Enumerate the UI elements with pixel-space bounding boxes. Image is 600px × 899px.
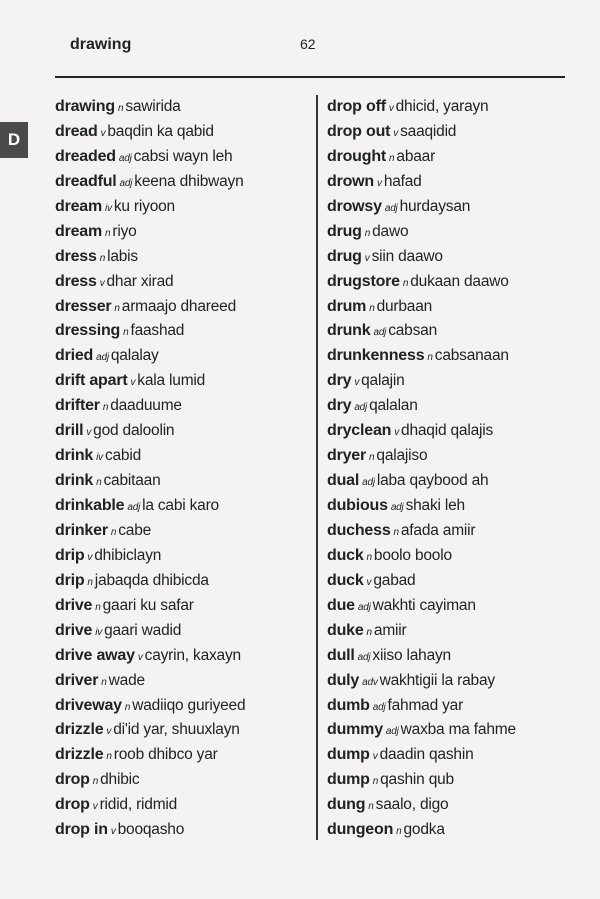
dictionary-entry <box>55 769 245 794</box>
part-of-speech: n <box>368 801 374 813</box>
headword: drill <box>55 422 84 440</box>
headword: drunk <box>327 322 371 340</box>
part-of-speech: n <box>95 601 101 613</box>
definition: wakhtigii la rabay <box>379 671 495 689</box>
headword: dried <box>55 347 94 365</box>
part-of-speech: v <box>394 427 400 439</box>
definition: jabaqda dhibicda <box>94 571 209 589</box>
definition: sawirida <box>125 98 181 115</box>
definition: dhicid, yarayn <box>395 98 489 115</box>
part-of-speech: adj <box>372 701 386 713</box>
part-of-speech: v <box>87 551 93 563</box>
part-of-speech: n <box>96 477 102 489</box>
definition: qalalan <box>369 397 418 415</box>
dictionary-entry <box>55 794 245 819</box>
part-of-speech: n <box>389 152 395 164</box>
dictionary-entry <box>327 819 516 844</box>
part-of-speech: n <box>106 751 112 763</box>
part-of-speech: n <box>102 402 109 414</box>
dictionary-entry <box>327 620 516 645</box>
definition: qalalay <box>110 347 159 365</box>
definition: durbaan <box>376 297 433 315</box>
part-of-speech: n <box>369 302 375 314</box>
headword: dryclean <box>327 422 392 440</box>
definition: qalajiso <box>376 447 428 465</box>
definition: dhaqid qalajis <box>401 422 494 440</box>
page-number: 62 <box>300 36 316 52</box>
headword: dress <box>55 272 97 290</box>
definition: ridid, ridmid <box>99 796 178 814</box>
definition: dhar xirad <box>106 272 174 290</box>
part-of-speech: v <box>372 751 378 763</box>
headword: drop <box>55 796 90 814</box>
headword: drizzle <box>55 746 104 764</box>
dictionary-entry <box>55 819 245 844</box>
definition: shaki leh <box>405 497 465 514</box>
part-of-speech: adj <box>373 327 387 339</box>
part-of-speech: n <box>110 526 117 538</box>
dictionary-entry <box>327 171 516 196</box>
dictionary-entry <box>327 121 516 146</box>
header-rule <box>55 76 565 78</box>
definition: wakhti cayiman <box>372 596 476 614</box>
dictionary-entry <box>55 345 245 370</box>
headword: driver <box>55 671 99 689</box>
headword: drop <box>55 771 90 789</box>
headword: drug <box>327 222 362 240</box>
headword: drip <box>55 546 85 564</box>
headword: dull <box>327 646 355 664</box>
headword: drowsy <box>327 197 382 215</box>
headword: drive away <box>55 646 135 664</box>
definition: afada amiir <box>400 521 476 539</box>
definition: cabid <box>104 447 142 465</box>
dictionary-entry <box>55 545 245 570</box>
definition: baqdin ka qabid <box>107 122 214 140</box>
definition: faashad <box>130 322 185 340</box>
headword: drop in <box>55 821 108 839</box>
part-of-speech: adj <box>384 202 398 214</box>
dictionary-entry <box>55 146 245 171</box>
headword: drunkenness <box>327 347 425 365</box>
headword: duly <box>327 671 360 689</box>
definition: keena dhibwayn <box>134 172 244 190</box>
dictionary-entry <box>55 96 245 121</box>
headword: duke <box>327 621 364 639</box>
definition: labis <box>107 247 138 265</box>
part-of-speech: n <box>369 452 375 464</box>
part-of-speech: adj <box>119 177 133 189</box>
dictionary-entry <box>55 645 245 670</box>
part-of-speech: adj <box>127 502 141 513</box>
headword: drip <box>55 571 85 589</box>
headword: drum <box>327 297 367 315</box>
part-of-speech: n <box>366 626 372 638</box>
dictionary-entry <box>55 370 245 395</box>
guide-word: drawing <box>70 36 132 53</box>
part-of-speech: v <box>99 277 105 289</box>
part-of-speech: v <box>106 726 112 738</box>
dictionary-entry <box>327 320 516 345</box>
dictionary-entry <box>327 395 516 420</box>
dictionary-entry <box>55 744 245 769</box>
definition: cabitaan <box>103 472 161 490</box>
definition: laba qaybood ah <box>376 472 489 490</box>
headword: drawing <box>55 98 115 115</box>
definition: god daloolin <box>93 422 175 440</box>
part-of-speech: n <box>105 227 111 239</box>
dictionary-entry <box>55 221 245 246</box>
part-of-speech: n <box>372 776 379 788</box>
headword: drinker <box>55 521 108 539</box>
headword: drift apart <box>55 372 128 390</box>
headword: drown <box>327 172 374 190</box>
definition: cabsan <box>388 322 437 340</box>
part-of-speech: v <box>92 801 98 813</box>
headword: dry <box>327 372 352 390</box>
headword: duck <box>327 571 364 589</box>
part-of-speech: adj <box>354 402 368 414</box>
dictionary-entry <box>55 620 245 645</box>
part-of-speech: n <box>396 826 402 838</box>
headword: duchess <box>327 521 391 539</box>
definition: qashin qub <box>380 771 454 789</box>
definition: boolo boolo <box>373 546 452 564</box>
part-of-speech: n <box>402 277 409 289</box>
headword: dream <box>55 197 103 215</box>
headword: drop off <box>327 98 386 115</box>
dictionary-entry <box>55 570 245 595</box>
part-of-speech: v <box>130 377 136 389</box>
dictionary-entry <box>55 420 245 445</box>
dictionary-entry <box>55 171 245 196</box>
headword: drinkable <box>55 497 125 514</box>
definition: gaari wadid <box>104 621 182 639</box>
definition: gaari ku safar <box>102 596 194 614</box>
dictionary-entry <box>327 495 516 520</box>
headword: dress <box>55 247 97 265</box>
headword: dummy <box>327 721 383 739</box>
dictionary-entry <box>327 670 516 695</box>
headword: drink <box>55 472 94 490</box>
dictionary-entry <box>327 570 516 595</box>
dictionary-entry <box>327 769 516 794</box>
dictionary-entry <box>327 470 516 495</box>
headword: dreaded <box>55 147 116 165</box>
part-of-speech: adj <box>96 352 109 364</box>
dictionary-entry <box>55 670 245 695</box>
dictionary-entry <box>55 495 245 520</box>
dictionary-entry <box>55 271 245 296</box>
definition: dhibiclayn <box>94 546 162 564</box>
dictionary-entry <box>55 121 245 146</box>
headword: dump <box>327 771 370 789</box>
part-of-speech: v <box>354 377 360 389</box>
dictionary-entry <box>55 196 245 221</box>
part-of-speech: adj <box>390 502 404 513</box>
part-of-speech: n <box>366 551 372 563</box>
dictionary-entry <box>55 296 245 321</box>
dictionary-entry <box>327 545 516 570</box>
part-of-speech: v <box>366 576 372 588</box>
dictionary-entry <box>55 520 245 545</box>
part-of-speech: iv <box>95 626 103 638</box>
definition: xiiso lahayn <box>372 646 451 664</box>
definition: fahmad yar <box>387 696 464 714</box>
definition: amiir <box>373 621 407 639</box>
definition: cabe <box>118 521 152 539</box>
headword: dry <box>327 397 352 415</box>
part-of-speech: adj <box>357 651 371 663</box>
definition: la cabi karo <box>142 497 219 514</box>
definition: qalajin <box>361 372 405 390</box>
part-of-speech: n <box>87 576 93 588</box>
definition: daaduume <box>110 397 182 415</box>
part-of-speech: adj <box>362 477 375 489</box>
definition: hurdaysan <box>399 197 471 215</box>
part-of-speech: n <box>101 676 107 688</box>
dictionary-entry <box>327 296 516 321</box>
dictionary-entry <box>327 196 516 221</box>
headword: drug <box>327 247 362 265</box>
headword: drink <box>55 447 94 465</box>
headword: drifter <box>55 397 100 415</box>
definition: di'id yar, shuuxlayn <box>113 721 240 739</box>
headword: dryer <box>327 447 367 465</box>
definition: siin daawo <box>371 247 443 265</box>
definition: dhibic <box>100 771 140 789</box>
headword: dresser <box>55 297 112 315</box>
headword: dream <box>55 222 103 240</box>
part-of-speech: v <box>137 651 143 663</box>
headword: drugstore <box>327 272 400 290</box>
headword: driveway <box>55 696 122 714</box>
dictionary-entry <box>55 445 245 470</box>
headword: dread <box>55 122 98 140</box>
dictionary-entry <box>327 695 516 720</box>
headword: dumb <box>327 696 370 714</box>
part-of-speech: v <box>86 427 92 439</box>
dictionary-entry <box>327 595 516 620</box>
part-of-speech: n <box>427 352 433 364</box>
part-of-speech: n <box>124 701 131 713</box>
headword: drive <box>55 621 93 639</box>
part-of-speech: n <box>117 103 124 114</box>
headword: due <box>327 596 355 614</box>
definition: ku riyoon <box>113 197 175 215</box>
definition: cabsi wayn leh <box>133 147 233 165</box>
dictionary-entry <box>327 645 516 670</box>
headword: dungeon <box>327 821 394 839</box>
dictionary-entry <box>327 744 516 769</box>
headword: dump <box>327 746 370 764</box>
definition: wade <box>108 671 145 689</box>
dictionary-entry <box>327 445 516 470</box>
dictionary-entry <box>327 271 516 296</box>
dictionary-entry <box>55 470 245 495</box>
definition: saaqidid <box>400 122 457 140</box>
headword: dung <box>327 796 366 814</box>
headword: dubious <box>327 497 388 514</box>
definition: hafad <box>383 172 422 190</box>
definition: cayrin, kaxayn <box>144 646 241 664</box>
definition: wadiiqo guriyeed <box>132 696 246 714</box>
right-column <box>327 96 516 844</box>
headword: drought <box>327 147 387 165</box>
dictionary-entry <box>55 320 245 345</box>
column-divider <box>316 95 318 840</box>
dictionary-entry <box>327 520 516 545</box>
dictionary-entry <box>327 420 516 445</box>
part-of-speech: n <box>364 227 371 239</box>
part-of-speech: iv <box>96 452 103 464</box>
headword: dual <box>327 472 360 490</box>
dictionary-entry <box>55 246 245 271</box>
part-of-speech: v <box>110 826 116 838</box>
part-of-speech: v <box>377 177 382 189</box>
definition: roob dhibco yar <box>113 746 218 764</box>
dictionary-entry <box>55 395 245 420</box>
part-of-speech: iv <box>105 202 112 214</box>
part-of-speech: n <box>123 327 129 339</box>
definition: kala lumid <box>137 372 206 390</box>
part-of-speech: n <box>114 302 120 314</box>
definition: armaajo dhareed <box>121 297 236 315</box>
definition: riyo <box>112 222 137 240</box>
dictionary-entry <box>55 719 245 744</box>
left-column <box>55 96 245 844</box>
dictionary-entry <box>327 719 516 744</box>
part-of-speech: v <box>393 127 399 139</box>
part-of-speech: n <box>393 526 399 538</box>
definition: daadin qashin <box>379 746 474 764</box>
definition: cabsanaan <box>434 347 509 365</box>
definition: godka <box>403 821 445 839</box>
definition: abaar <box>396 147 436 165</box>
dictionary-entry <box>327 146 516 171</box>
dictionary-entry <box>327 221 516 246</box>
definition: dukaan daawo <box>410 272 509 290</box>
part-of-speech: adj <box>118 152 132 164</box>
dictionary-entry <box>327 345 516 370</box>
dictionary-entry <box>327 246 516 271</box>
definition: saalo, digo <box>375 796 449 814</box>
part-of-speech: adj <box>357 601 371 613</box>
headword: dreadful <box>55 172 117 190</box>
part-of-speech: v <box>100 127 106 139</box>
definition: booqasho <box>117 821 185 839</box>
headword: duck <box>327 546 364 564</box>
headword: dressing <box>55 322 121 340</box>
part-of-speech: adv <box>362 676 378 688</box>
part-of-speech: n <box>92 776 99 788</box>
part-of-speech: adj <box>385 726 399 738</box>
definition: waxba ma fahme <box>400 721 516 739</box>
part-of-speech: v <box>388 103 394 114</box>
definition: gabad <box>373 571 416 589</box>
dictionary-entry <box>327 794 516 819</box>
definition: dawo <box>372 222 409 240</box>
dictionary-entry <box>55 595 245 620</box>
headword: drizzle <box>55 721 104 739</box>
dictionary-entry <box>55 695 245 720</box>
headword: drive <box>55 596 93 614</box>
part-of-speech: n <box>99 252 106 264</box>
headword: drop out <box>327 122 391 140</box>
dictionary-entry <box>327 370 516 395</box>
dictionary-entry <box>327 96 516 121</box>
section-tab: D <box>0 122 28 158</box>
part-of-speech: v <box>364 252 370 264</box>
